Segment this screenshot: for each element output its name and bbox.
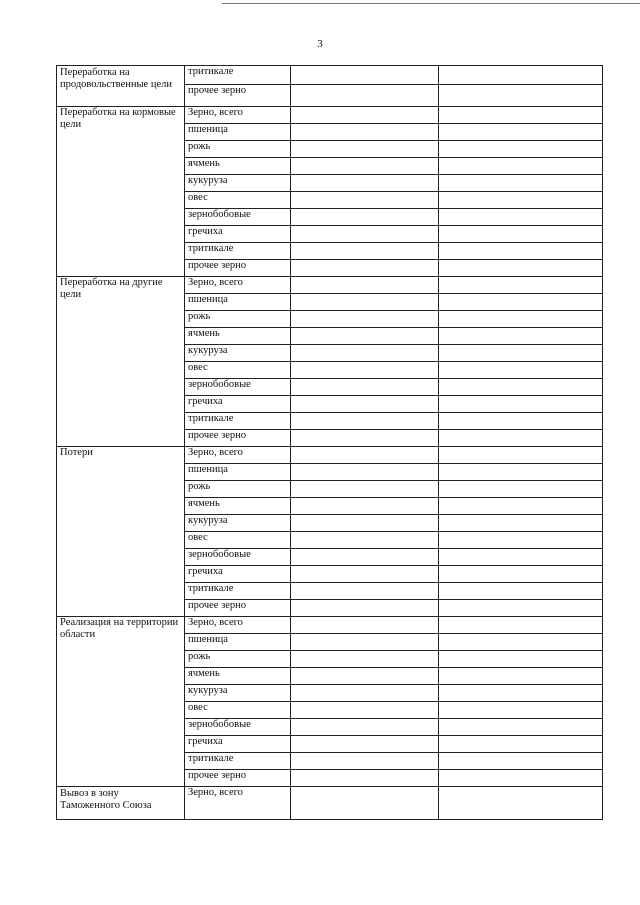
crop-cell: тритикале bbox=[185, 583, 291, 600]
value-cell bbox=[291, 566, 439, 583]
value-cell bbox=[291, 345, 439, 362]
value-cell bbox=[439, 515, 603, 532]
value-cell bbox=[439, 66, 603, 85]
crop-cell: Зерно, всего bbox=[185, 447, 291, 464]
value-cell bbox=[291, 634, 439, 651]
value-cell bbox=[291, 260, 439, 277]
value-cell bbox=[291, 362, 439, 379]
crop-cell: гречиха bbox=[185, 736, 291, 753]
crop-cell: зернобобовые bbox=[185, 209, 291, 226]
value-cell bbox=[439, 447, 603, 464]
crop-cell: тритикале bbox=[185, 753, 291, 770]
value-cell bbox=[439, 753, 603, 770]
crop-cell: пшеница bbox=[185, 634, 291, 651]
value-cell bbox=[439, 362, 603, 379]
value-cell bbox=[291, 753, 439, 770]
crop-cell: Зерно, всего bbox=[185, 107, 291, 124]
value-cell bbox=[439, 532, 603, 549]
value-cell bbox=[291, 379, 439, 396]
value-cell bbox=[439, 345, 603, 362]
crop-cell: овес bbox=[185, 532, 291, 549]
category-cell: Вывоз в зону Таможенного Союза bbox=[57, 787, 185, 820]
grain-balance-table bbox=[56, 65, 603, 820]
value-cell bbox=[439, 770, 603, 787]
value-cell bbox=[291, 515, 439, 532]
value-cell bbox=[439, 498, 603, 515]
table-row bbox=[57, 617, 603, 634]
crop-cell: кукуруза bbox=[185, 345, 291, 362]
value-cell bbox=[291, 192, 439, 209]
category-cell: Потери bbox=[57, 447, 185, 617]
value-cell bbox=[291, 498, 439, 515]
value-cell bbox=[439, 651, 603, 668]
crop-cell: прочее зерно bbox=[185, 600, 291, 617]
value-cell bbox=[439, 260, 603, 277]
crop-cell: Зерно, всего bbox=[185, 277, 291, 294]
crop-cell: Зерно, всего bbox=[185, 617, 291, 634]
value-cell bbox=[291, 277, 439, 294]
value-cell bbox=[439, 566, 603, 583]
value-cell bbox=[291, 719, 439, 736]
crop-cell: прочее зерно bbox=[185, 430, 291, 447]
value-cell bbox=[291, 770, 439, 787]
value-cell bbox=[291, 107, 439, 124]
value-cell bbox=[439, 192, 603, 209]
value-cell bbox=[291, 328, 439, 345]
value-cell bbox=[439, 413, 603, 430]
crop-cell: пшеница bbox=[185, 124, 291, 141]
value-cell bbox=[439, 209, 603, 226]
value-cell bbox=[291, 85, 439, 107]
value-cell bbox=[291, 685, 439, 702]
value-cell bbox=[439, 464, 603, 481]
value-cell bbox=[291, 413, 439, 430]
value-cell bbox=[291, 209, 439, 226]
value-cell bbox=[291, 226, 439, 243]
value-cell bbox=[291, 549, 439, 566]
crop-cell: овес bbox=[185, 362, 291, 379]
value-cell bbox=[439, 736, 603, 753]
crop-cell: овес bbox=[185, 702, 291, 719]
crop-cell: кукуруза bbox=[185, 175, 291, 192]
value-cell bbox=[291, 124, 439, 141]
crop-cell: зернобобовые bbox=[185, 379, 291, 396]
value-cell bbox=[291, 243, 439, 260]
value-cell bbox=[439, 549, 603, 566]
value-cell bbox=[291, 464, 439, 481]
value-cell bbox=[291, 668, 439, 685]
crop-cell: пшеница bbox=[185, 294, 291, 311]
value-cell bbox=[291, 158, 439, 175]
value-cell bbox=[291, 600, 439, 617]
top-rule bbox=[222, 3, 640, 4]
value-cell bbox=[439, 617, 603, 634]
category-cell: Переработка на другие цели bbox=[57, 277, 185, 447]
category-cell: Переработка на кормовые цели bbox=[57, 107, 185, 277]
value-cell bbox=[291, 736, 439, 753]
value-cell bbox=[291, 175, 439, 192]
value-cell bbox=[439, 124, 603, 141]
crop-cell: зернобобовые bbox=[185, 719, 291, 736]
value-cell bbox=[291, 141, 439, 158]
crop-cell: гречиха bbox=[185, 396, 291, 413]
value-cell bbox=[291, 787, 439, 820]
crop-cell: ячмень bbox=[185, 668, 291, 685]
crop-cell: тритикале bbox=[185, 413, 291, 430]
crop-cell: гречиха bbox=[185, 226, 291, 243]
crop-cell: Зерно, всего bbox=[185, 787, 291, 820]
category-cell: Переработка на продовольственные цели bbox=[57, 66, 185, 107]
value-cell bbox=[439, 583, 603, 600]
crop-cell: рожь bbox=[185, 651, 291, 668]
crop-cell: прочее зерно bbox=[185, 260, 291, 277]
page-number: 3 bbox=[317, 38, 323, 50]
value-cell bbox=[439, 175, 603, 192]
value-cell bbox=[439, 600, 603, 617]
value-cell bbox=[291, 481, 439, 498]
value-cell bbox=[439, 379, 603, 396]
value-cell bbox=[291, 430, 439, 447]
value-cell bbox=[439, 787, 603, 820]
value-cell bbox=[439, 158, 603, 175]
category-cell: Реализация на территории области bbox=[57, 617, 185, 787]
table-row bbox=[57, 107, 603, 124]
crop-cell: ячмень bbox=[185, 498, 291, 515]
crop-cell: ячмень bbox=[185, 328, 291, 345]
crop-cell: кукуруза bbox=[185, 515, 291, 532]
value-cell bbox=[291, 396, 439, 413]
value-cell bbox=[439, 226, 603, 243]
value-cell bbox=[439, 685, 603, 702]
crop-cell: овес bbox=[185, 192, 291, 209]
value-cell bbox=[439, 294, 603, 311]
value-cell bbox=[439, 328, 603, 345]
value-cell bbox=[291, 294, 439, 311]
value-cell bbox=[291, 66, 439, 85]
value-cell bbox=[291, 651, 439, 668]
table-row bbox=[57, 277, 603, 294]
value-cell bbox=[291, 702, 439, 719]
crop-cell: рожь bbox=[185, 311, 291, 328]
value-cell bbox=[291, 311, 439, 328]
table-row bbox=[57, 447, 603, 464]
value-cell bbox=[291, 532, 439, 549]
value-cell bbox=[439, 243, 603, 260]
value-cell bbox=[439, 634, 603, 651]
value-cell bbox=[291, 583, 439, 600]
value-cell bbox=[439, 430, 603, 447]
value-cell bbox=[439, 481, 603, 498]
value-cell bbox=[439, 107, 603, 124]
value-cell bbox=[439, 311, 603, 328]
value-cell bbox=[439, 702, 603, 719]
value-cell bbox=[291, 447, 439, 464]
crop-cell: прочее зерно bbox=[185, 770, 291, 787]
value-cell bbox=[439, 85, 603, 107]
crop-cell: прочее зерно bbox=[185, 85, 291, 107]
crop-cell: тритикале bbox=[185, 66, 291, 85]
value-cell bbox=[291, 617, 439, 634]
crop-cell: рожь bbox=[185, 141, 291, 158]
crop-cell: гречиха bbox=[185, 566, 291, 583]
value-cell bbox=[439, 668, 603, 685]
value-cell bbox=[439, 141, 603, 158]
crop-cell: тритикале bbox=[185, 243, 291, 260]
table-row bbox=[57, 66, 603, 85]
table-row bbox=[57, 787, 603, 820]
value-cell bbox=[439, 396, 603, 413]
crop-cell: ячмень bbox=[185, 158, 291, 175]
crop-cell: рожь bbox=[185, 481, 291, 498]
value-cell bbox=[439, 719, 603, 736]
crop-cell: зернобобовые bbox=[185, 549, 291, 566]
crop-cell: кукуруза bbox=[185, 685, 291, 702]
value-cell bbox=[439, 277, 603, 294]
crop-cell: пшеница bbox=[185, 464, 291, 481]
